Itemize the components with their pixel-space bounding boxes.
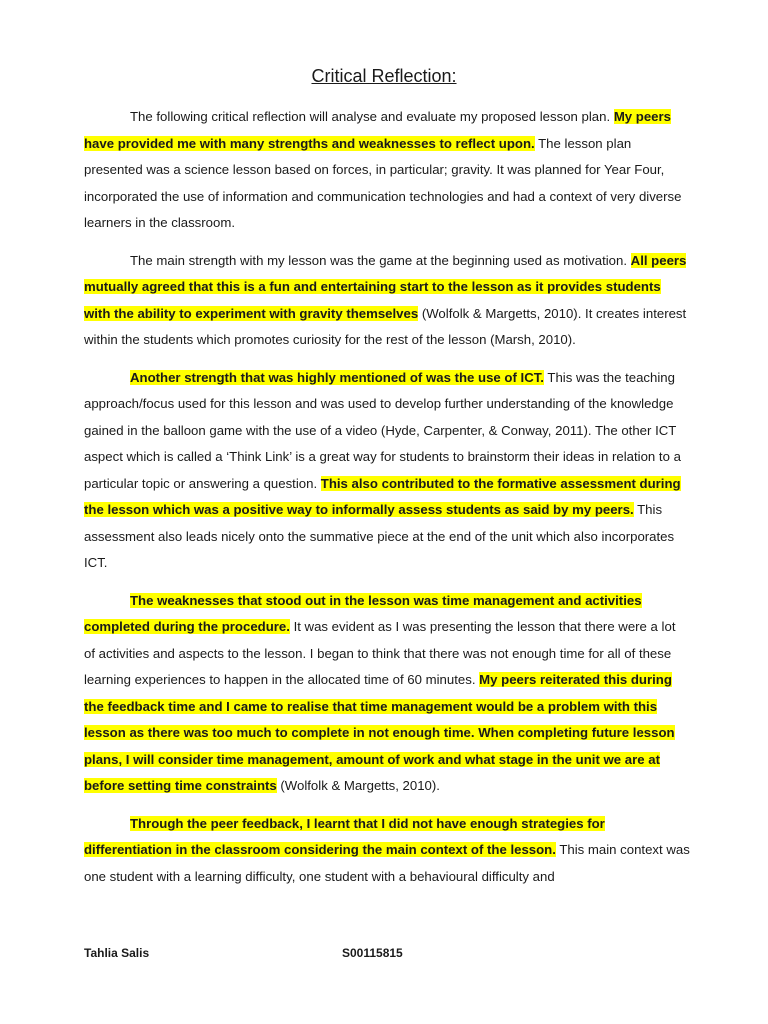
body-text: The following critical reflection will analyse and evaluate my proposed lesson plan. [130, 109, 614, 124]
footer-student-id: S00115815 [342, 946, 403, 960]
body-text: This was the teaching approach/focus used for this lesson and was used to develop further understanding of the knowledge gained in the balloon game with the use of a video (Hyde, Carpenter, & Conway, 2011). The other ICT aspect which is called a ‘Think Link’ is a great way for students to brainstorm their ideas in relation to a particular topic or answering a question. [84, 369, 681, 491]
highlighted-text: Another strength that was highly mentioned of was the use of ICT. [130, 369, 544, 385]
footer-author: Tahlia Salis [84, 946, 150, 960]
highlighted-text: My peers have provided me with many strengths and weaknesses to reflect upon. [84, 109, 671, 151]
paragraph [84, 811, 690, 891]
paragraph [84, 588, 690, 800]
highlighted-text: My peers reiterated this during the feedback time and I came to realise that time management would be a problem with this lesson as there was too much to complete in not enough time. When completing future lesson plans, I will consider time management, amount of work and what stage in the unit we are at before setting time constraints [84, 672, 675, 793]
highlighted-text: This also contributed to the formative assessment during the lesson which was a positive way to informally assess students as said by my peers. [84, 475, 681, 517]
paragraph [84, 365, 690, 577]
body-text: (Wolfolk & Margetts, 2010). It creates interest within the students which promotes curiosity for the rest of the lesson (Marsh, 2010). [84, 305, 687, 347]
body-text: The lesson plan presented was a science lesson based on forces, in particular; gravity. It was planned for Year Four, incorporated the use of information and communication technologies and had a context of very diverse learners in the classroom. [84, 135, 682, 230]
highlighted-text: Through the peer feedback, I learnt that I did not have enough strategies for differentiation in the classroom considering the main context of the lesson. [84, 815, 605, 857]
highlighted-text: All peers mutually agreed that this is a fun and entertaining start to the lesson as it provides students with the ability to experiment with gravity themselves [84, 252, 687, 321]
body-text: This assessment also leads nicely onto the summative piece at the end of the unit which also incorporates ICT. [84, 502, 675, 570]
document-body [84, 104, 690, 901]
page-title: Critical Reflection: [311, 66, 457, 86]
paragraph [84, 104, 690, 237]
highlighted-text: The weaknesses that stood out in the lesson was time management and activities completed during the procedure. [84, 592, 642, 634]
body-text: The main strength with my lesson was the game at the beginning used as motivation. [130, 252, 631, 268]
body-text: It was evident as I was presenting the lesson that there were a lot of activities and aspects to the lesson. I began to think that there was not enough time for all of these learning experiences to happen in the allocated time of 60 minutes. [84, 619, 676, 687]
paragraph [84, 248, 690, 354]
body-text: This main context was one student with a learning difficulty, one student with a behavioural difficulty and [84, 842, 690, 884]
body-text: (Wolfolk & Margetts, 2010). [276, 778, 440, 793]
